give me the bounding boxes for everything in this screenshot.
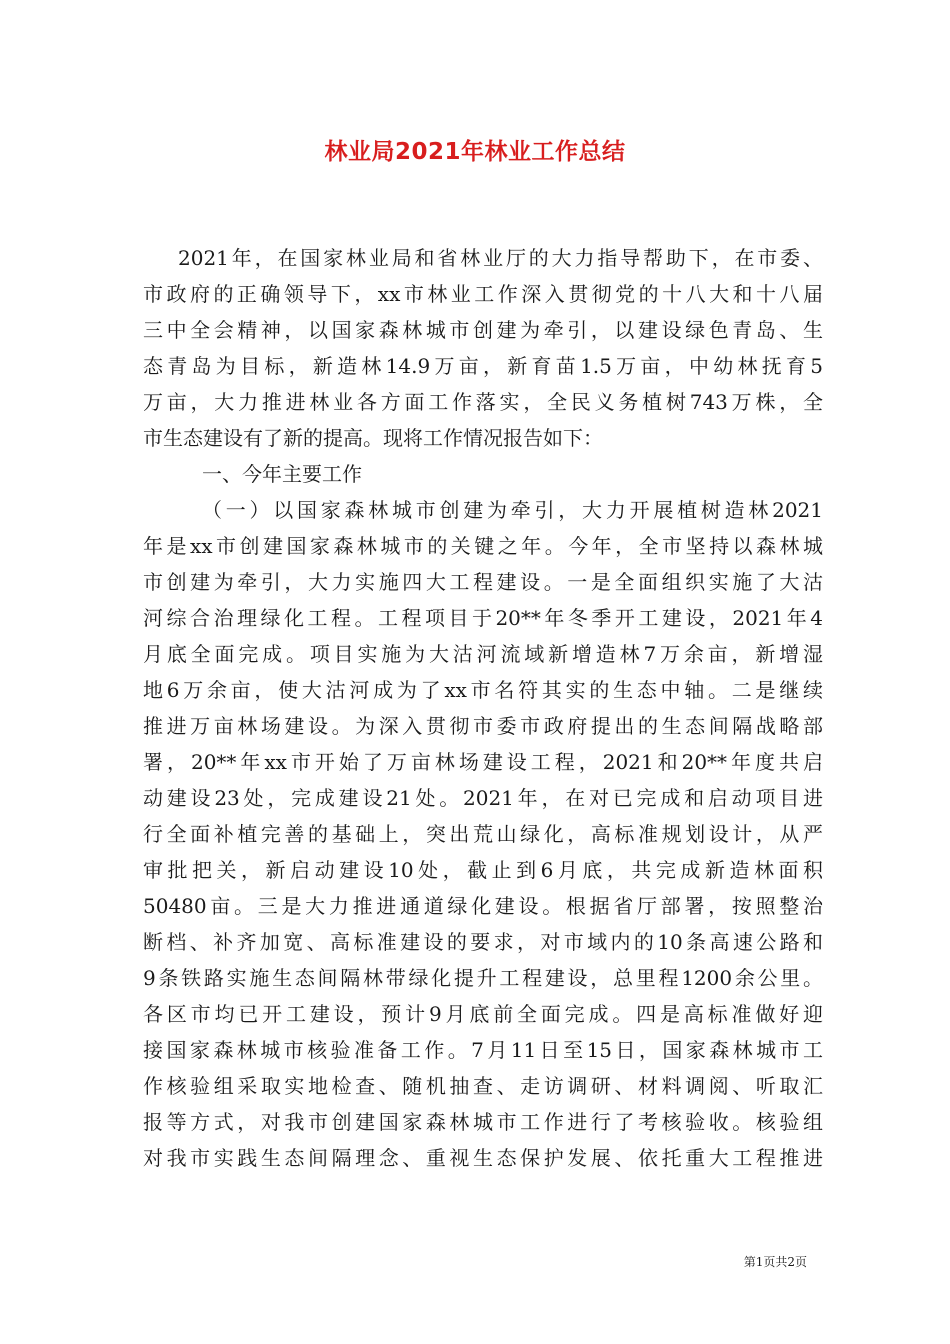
page-number: 第1页共2页 <box>743 1255 807 1269</box>
body-line: 署，20**年xx市开始了万亩林场建设工程，2021和20**年度共启 <box>143 750 823 774</box>
body-line: 各区市均已开工建设，预计9月底前全面完成。四是高标准做好迎 <box>143 1002 823 1026</box>
body-line: 50480亩。三是大力推进通道绿化建设。根据省厅部署，按照整治 <box>143 894 823 918</box>
body-line: 三中全会精神，以国家森林城市创建为牵引，以建设绿色青岛、生 <box>143 318 823 342</box>
body-line: 市政府的正确领导下，xx市林业工作深入贯彻党的十八大和十八届 <box>143 282 823 306</box>
body-line: 推进万亩林场建设。为深入贯彻市委市政府提出的生态间隔战略部 <box>143 714 823 738</box>
body-line: 2021年，在国家林业局和省林业厅的大力指导帮助下，在市委、 <box>178 246 823 270</box>
body-line: 态青岛为目标，新造林14.9万亩，新育苗1.5万亩，中幼林抚育5 <box>143 354 823 378</box>
subsection-heading: （一）以国家森林城市创建为牵引，大力开展植树造林2021 <box>202 498 823 522</box>
body-line: 地6万余亩，使大沽河成为了xx市名符其实的生态中轴。二是继续 <box>143 678 823 702</box>
body-line: 行全面补植完善的基础上，突出荒山绿化，高标准规划设计，从严 <box>143 822 823 846</box>
section-heading: 一、今年主要工作 <box>202 462 362 486</box>
document-title: 林业局2021年林业工作总结 <box>324 139 626 165</box>
body-line: 报等方式，对我市创建国家森林城市工作进行了考核验收。核验组 <box>143 1110 823 1134</box>
body-line: 动建设23处，完成建设21处。2021年，在对已完成和启动项目进 <box>143 786 823 810</box>
body-line: 断档、补齐加宽、高标准建设的要求，对市域内的10条高速公路和 <box>143 930 823 954</box>
body-line: 市创建为牵引，大力实施四大工程建设。一是全面组织实施了大沽 <box>143 570 823 594</box>
body-line: 审批把关，新启动建设10处，截止到6月底，共完成新造林面积 <box>143 858 823 882</box>
body-line: 万亩，大力推进林业各方面工作落实，全民义务植树743万株，全 <box>143 390 823 414</box>
body-line: 河综合治理绿化工程。工程项目于20**年冬季开工建设，2021年4 <box>143 606 823 630</box>
body-line: 作核验组采取实地检查、随机抽查、走访调研、材料调阅、听取汇 <box>143 1074 823 1098</box>
body-line: 月底全面完成。项目实施为大沽河流域新增造林7万余亩，新增湿 <box>143 642 823 666</box>
body-line: 市生态建设有了新的提高。现将工作情况报告如下： <box>143 426 603 450</box>
body-line: 对我市实践生态间隔理念、重视生态保护发展、依托重大工程推进 <box>143 1146 823 1170</box>
body-line: 接国家森林城市核验准备工作。7月11日至15日，国家森林城市工 <box>143 1038 823 1062</box>
body-line: 年是xx市创建国家森林城市的关键之年。今年，全市坚持以森林城 <box>143 534 823 558</box>
body-line: 9条铁路实施生态间隔林带绿化提升工程建设，总里程1200余公里。 <box>143 966 823 990</box>
